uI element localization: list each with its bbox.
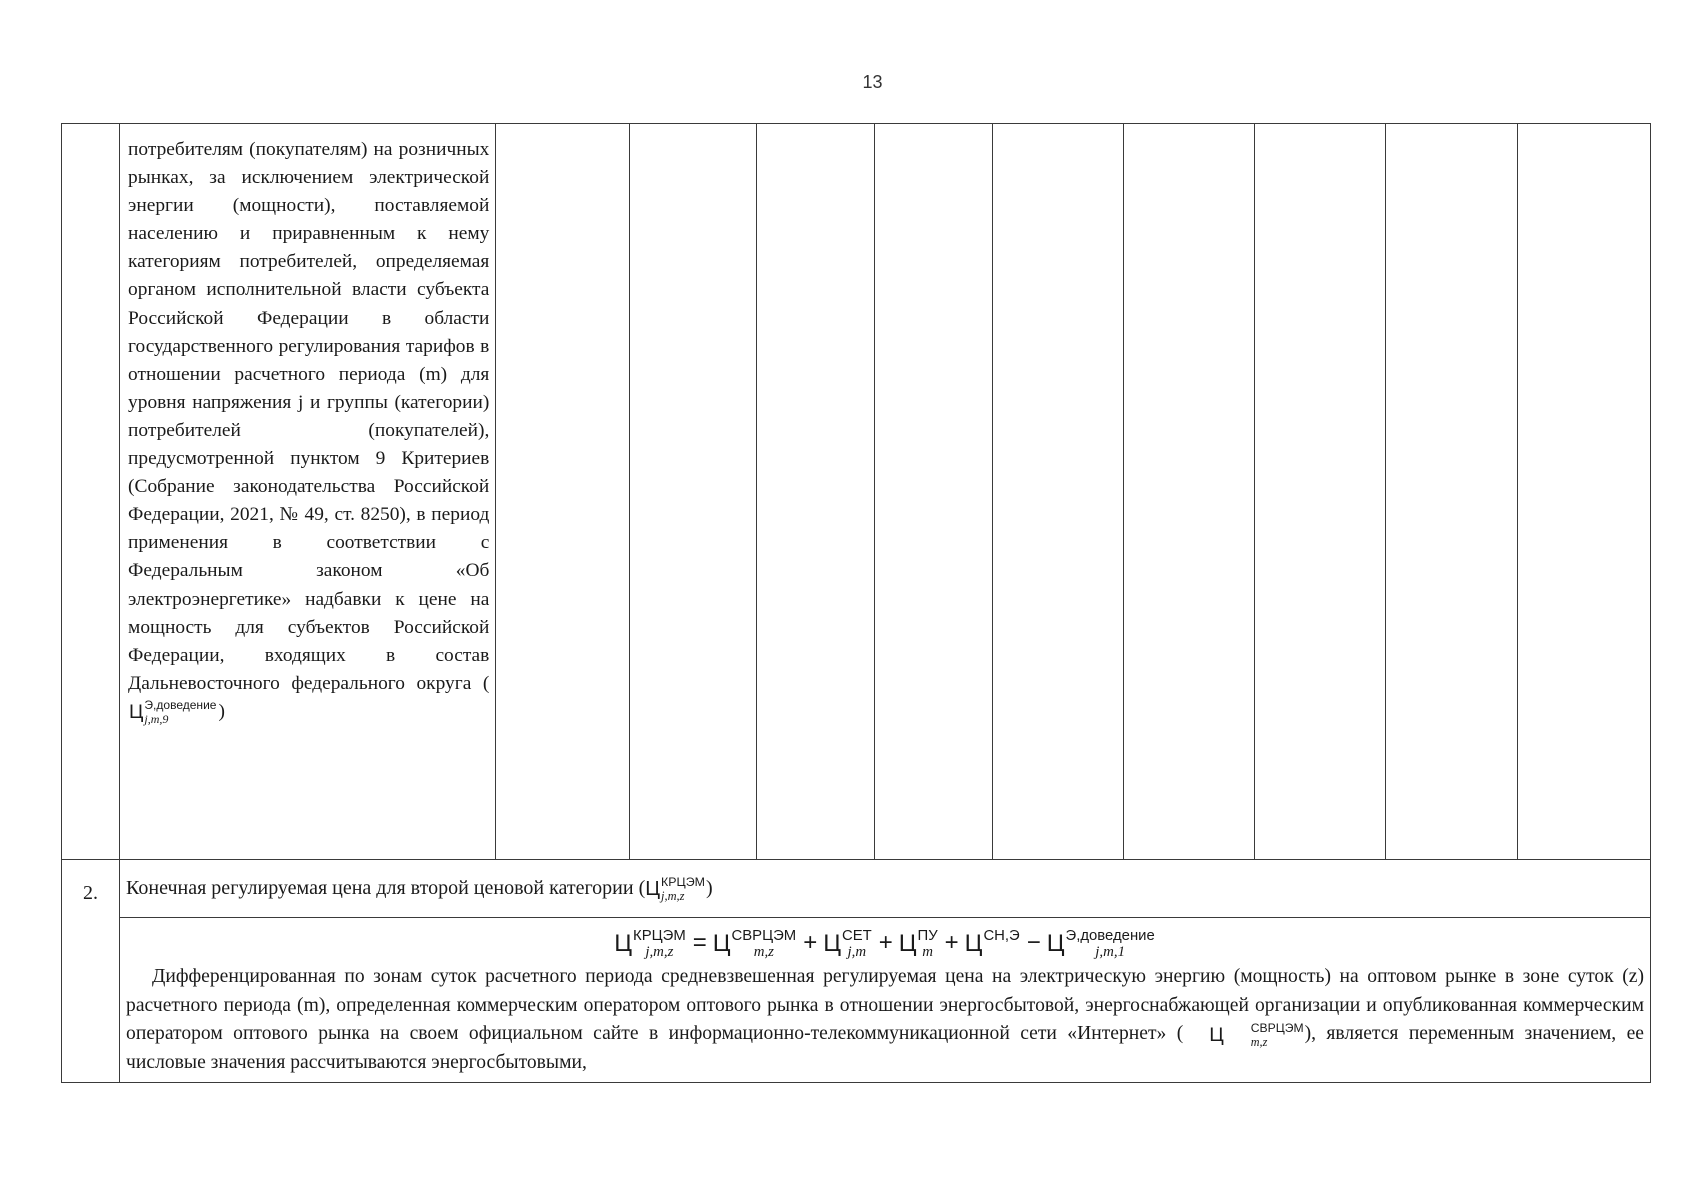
value-cell: [874, 124, 992, 860]
formula-term-sub: j,m: [847, 944, 867, 961]
table-row: [62, 860, 1651, 918]
formula-term-sup: Э,доведение: [1065, 927, 1155, 944]
formula-term-base: Ц: [614, 930, 633, 958]
title-symbol: Ц КРЦЭМ j,m,z: [645, 875, 705, 904]
formula-operator: +: [944, 929, 959, 956]
formula-term-sup: СН,Э: [983, 927, 1020, 944]
table-row: [62, 124, 1651, 860]
value-cell: [1517, 124, 1650, 860]
row-number-cell-empty: [62, 124, 120, 860]
formula-term: [713, 927, 797, 961]
formula-term-sub: j,m,1: [1095, 944, 1126, 961]
formula-explanation: Дифференцированная по зонам суток расчетного периода средневзвешенная регулируемая цена на электрическую энергию (мощность) на оптовом рынке в зоне суток (z) расчетного периода (m), определенная коммерческим оператором оптового рынка в отношении энергосбытовой, энергоснабжающей организации и опубликованная коммерческим оператором оптового рынка на своем официальном сайте в информационно-телекоммуникационной сети «Интернет» ( Ц СВРЦЭМ m,z ), является переменным значением, ее числовые значения рассчитываются энергосбытовыми,: [126, 966, 1645, 1074]
formula-term: [614, 927, 686, 961]
paragraph-symbol: Ц СВРЦЭМ m,z: [1209, 1020, 1304, 1049]
formula-term: [965, 927, 1021, 961]
formula-term-sup: СЕТ: [841, 927, 872, 944]
value-cell: [756, 124, 874, 860]
formula-term: [899, 927, 939, 961]
formula-term-sub: [983, 945, 1019, 960]
formula-operator: −: [1026, 929, 1041, 956]
formula-term-base: Ц: [712, 930, 731, 958]
formula-term-sub: m: [922, 944, 933, 961]
description-text: потребителям (покупателям) на розничных рынках, за исключением электрической энергии (мощности), поставляемой населению и приравненным к нему категориям потребителей, определяемая органом исполнительной власти субъекта Российской Федерации в области государственного регулирования тарифов в отношении расчетного периода (m) для уровня напряжения j и группы (категории) потребителей (покупателей), предусмотренной пунктом 9 Критериев (Собрание законодательства Российской Федерации, 2021, № 49, ст. 8250), в период применения в соответствии с Федеральным законом «Об электроэнергетике» надбавки к цене на мощность для субъектов Российской Федерации, входящих в состав Дальневосточного федерального округа (: [128, 139, 490, 694]
description-cell: [120, 124, 496, 860]
formula-operator: +: [878, 929, 893, 956]
value-cell: [629, 124, 756, 860]
description-closing: ): [218, 700, 225, 722]
row-number: 2.: [62, 860, 120, 1083]
formula-term-sub: j,m,z: [645, 944, 674, 961]
page-number: 13: [862, 72, 883, 92]
formula-term-base: Ц: [823, 930, 841, 958]
table-row: [62, 918, 1651, 1083]
value-cell: [1255, 124, 1386, 860]
value-cell: [1124, 124, 1255, 860]
value-cell: [993, 124, 1124, 860]
formula-operator: +: [803, 929, 818, 956]
formula-term-sup: КРЦЭМ: [633, 927, 686, 944]
document-table: [61, 123, 1651, 1083]
value-cell: [1386, 124, 1517, 860]
formula-term-sup: ПУ: [917, 927, 938, 944]
formula-term-base: Ц: [1046, 930, 1065, 958]
value-cell: [496, 124, 629, 860]
section-title: Конечная регулируемая цена для второй ценовой категории (: [126, 877, 646, 899]
formula-term-base: Ц: [964, 930, 983, 958]
section-title-cell: Конечная регулируемая цена для второй ценовой категории ( Ц КРЦЭМ j,m,z ): [120, 860, 1651, 918]
formula-term: [1047, 927, 1156, 961]
formula-term-sup: СВРЦЭМ: [731, 927, 797, 944]
formula-term: [823, 927, 873, 961]
formula-term-sub: m,z: [753, 944, 774, 961]
formula-cell: [120, 918, 1651, 1083]
formula-term-base: Ц: [898, 930, 917, 958]
formula-operator: =: [692, 929, 707, 956]
price-symbol: Ц Э,доведение j,m,9: [129, 698, 217, 727]
price-formula: [126, 926, 1644, 961]
